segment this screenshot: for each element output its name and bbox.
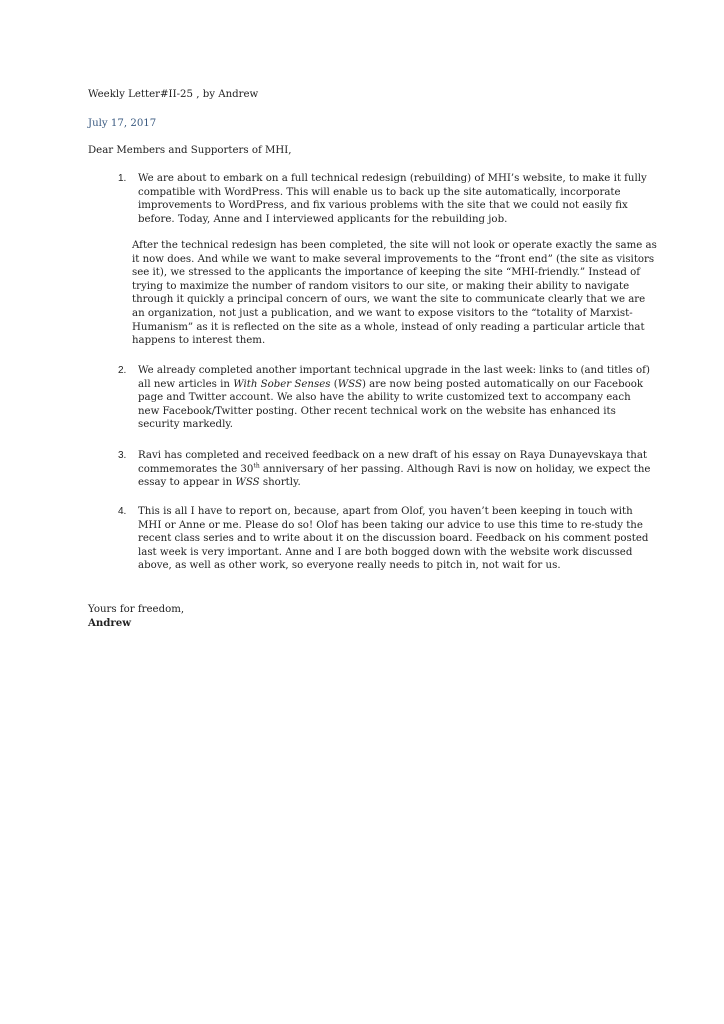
publication-abbrev: WSS <box>337 378 362 390</box>
list-item-2 <box>104 364 652 432</box>
list-item-3 <box>104 449 652 490</box>
ordinal-superscript: th <box>253 462 260 470</box>
text-segment: shortly. <box>259 477 301 489</box>
list-item-text: This is all I have to report on, because, apart from Olof, you haven’t been keeping in touch with MHI or Anne or me. Please do so! Olof has been taking our advice to use this time to re-study the recent class series and to write about it on the discussion board. Feedback on his comment posted last week is very important. Anne and I are both bogged down with the website work discussed above, as well as other work, so everyone really needs to pitch in, not wait for us. <box>138 506 649 572</box>
list-item-text <box>138 364 652 432</box>
list-item-4 <box>104 505 652 573</box>
publication-abbrev: WSS <box>235 477 260 489</box>
list-number: 1. <box>118 173 127 184</box>
text-segment: ) are now being posted automatically on our Facebook page and Twitter account. We also have the ability to write customized text to accompany each new Facebook/Twitter posting. Other recent technical work on the website has enhanced its security markedly. <box>138 378 644 431</box>
item-1-followup-paragraph: After the technical redesign has been completed, the site will not look or operate exactly the same as it now does. And while we want to make several improvements to the “front end” (the site as visitors see it), we stressed to the applicants the importance of keeping the site “MHI-friendly.” Instead of trying to maximize the number of random visitors to our site, or making their ability to navigate through it quickly a principal concern of ours, we want the site to communicate clearly that we are an organization, not just a publication, and we want to expose visitors to the “totality of Marxist-Humanism” as it is reflected on the site as a whole, instead of only reading a particular article that happens to interest them. <box>132 240 657 347</box>
text-segment: Ravi has completed and received feedback on a new draft of his essay on Raya Dunayevskaya that commemorates the 30 <box>138 450 648 475</box>
text-segment: We already completed another important technical upgrade in the last week: links to (and titles of) all new articles in <box>138 365 650 390</box>
signature: Andrew <box>88 617 132 629</box>
text-segment: anniversary of her passing. Although Ravi is now on holiday, we expect the essay to appear in <box>138 463 651 489</box>
list-number: 2. <box>118 365 127 376</box>
publication-title: With Sober Senses <box>233 378 331 390</box>
list-item-1 <box>104 172 652 226</box>
list-number: 4. <box>118 506 127 517</box>
closing: Yours for freedom, <box>88 604 185 615</box>
salutation: Dear Members and Supporters of MHI, <box>88 145 292 156</box>
text-segment: ( <box>330 378 338 390</box>
letter-heading: Weekly Letter#II-25 , by Andrew <box>88 89 259 100</box>
list-item-text: We are about to embark on a full technical redesign (rebuilding) of MHI’s website, to make it fully compatible with WordPress. This will enable us to back up the site automatically, incorporate improvements to WordPress, and fix various problems with the site that we could not easily fix before. Today, Anne and I interviewed applicants for the rebuilding job. <box>138 173 647 225</box>
letter-date: July 17, 2017 <box>88 118 157 129</box>
list-item-text <box>138 449 652 490</box>
list-number: 3. <box>118 450 127 461</box>
